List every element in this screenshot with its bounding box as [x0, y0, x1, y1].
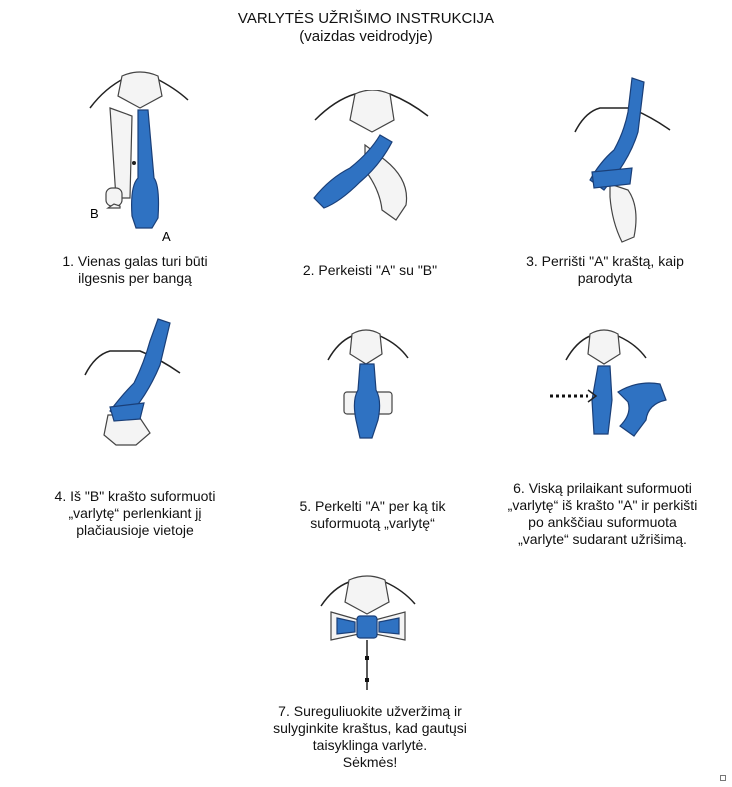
step-6-caption: 6. Viską prilaikant suformuoti „varlytę“ iš krašto "A" ir perkišti po ankščiau suformuota „varlyte“ sudarant užrišimą. — [507, 480, 698, 547]
step-5-caption: 5. Perkelti "A" per ką tik suformuotą „varlytę“ — [299, 498, 446, 531]
page-title: VARLYTĖS UŽRIŠIMO INSTRUKCIJA — [237, 10, 495, 27]
step-4-caption: 4. Iš "B" krašto suformuoti „varlytę“ perlenkiant jį plačiausioje vietoje — [54, 488, 216, 538]
step-7-illustration — [315, 572, 420, 692]
label-a: A — [162, 229, 171, 244]
step-3-caption: 3. Perrišti "A" kraštą, kaip parodyta — [526, 253, 684, 286]
step-1-illustration — [80, 68, 195, 248]
label-b: B — [90, 206, 99, 221]
step-4-illustration — [80, 315, 200, 455]
step-2-caption: 2. Perkeisti "A" su "B" — [302, 262, 438, 278]
step-3-illustration — [570, 72, 680, 247]
step-7-caption: 7. Sureguliuokite užveržimą ir sulyginkite kraštus, kad gautųsi taisyklinga varlytė. Sėkmės! — [273, 703, 467, 770]
page-subtitle: (vaizdas veidrodyje) — [299, 28, 433, 45]
step-5-illustration — [320, 320, 415, 445]
step-6-illustration — [548, 320, 678, 445]
step-2-illustration — [310, 90, 435, 235]
step-1-caption: 1. Vienas galas turi būti ilgesnis per bangą — [62, 253, 208, 286]
corner-mark — [720, 775, 726, 781]
